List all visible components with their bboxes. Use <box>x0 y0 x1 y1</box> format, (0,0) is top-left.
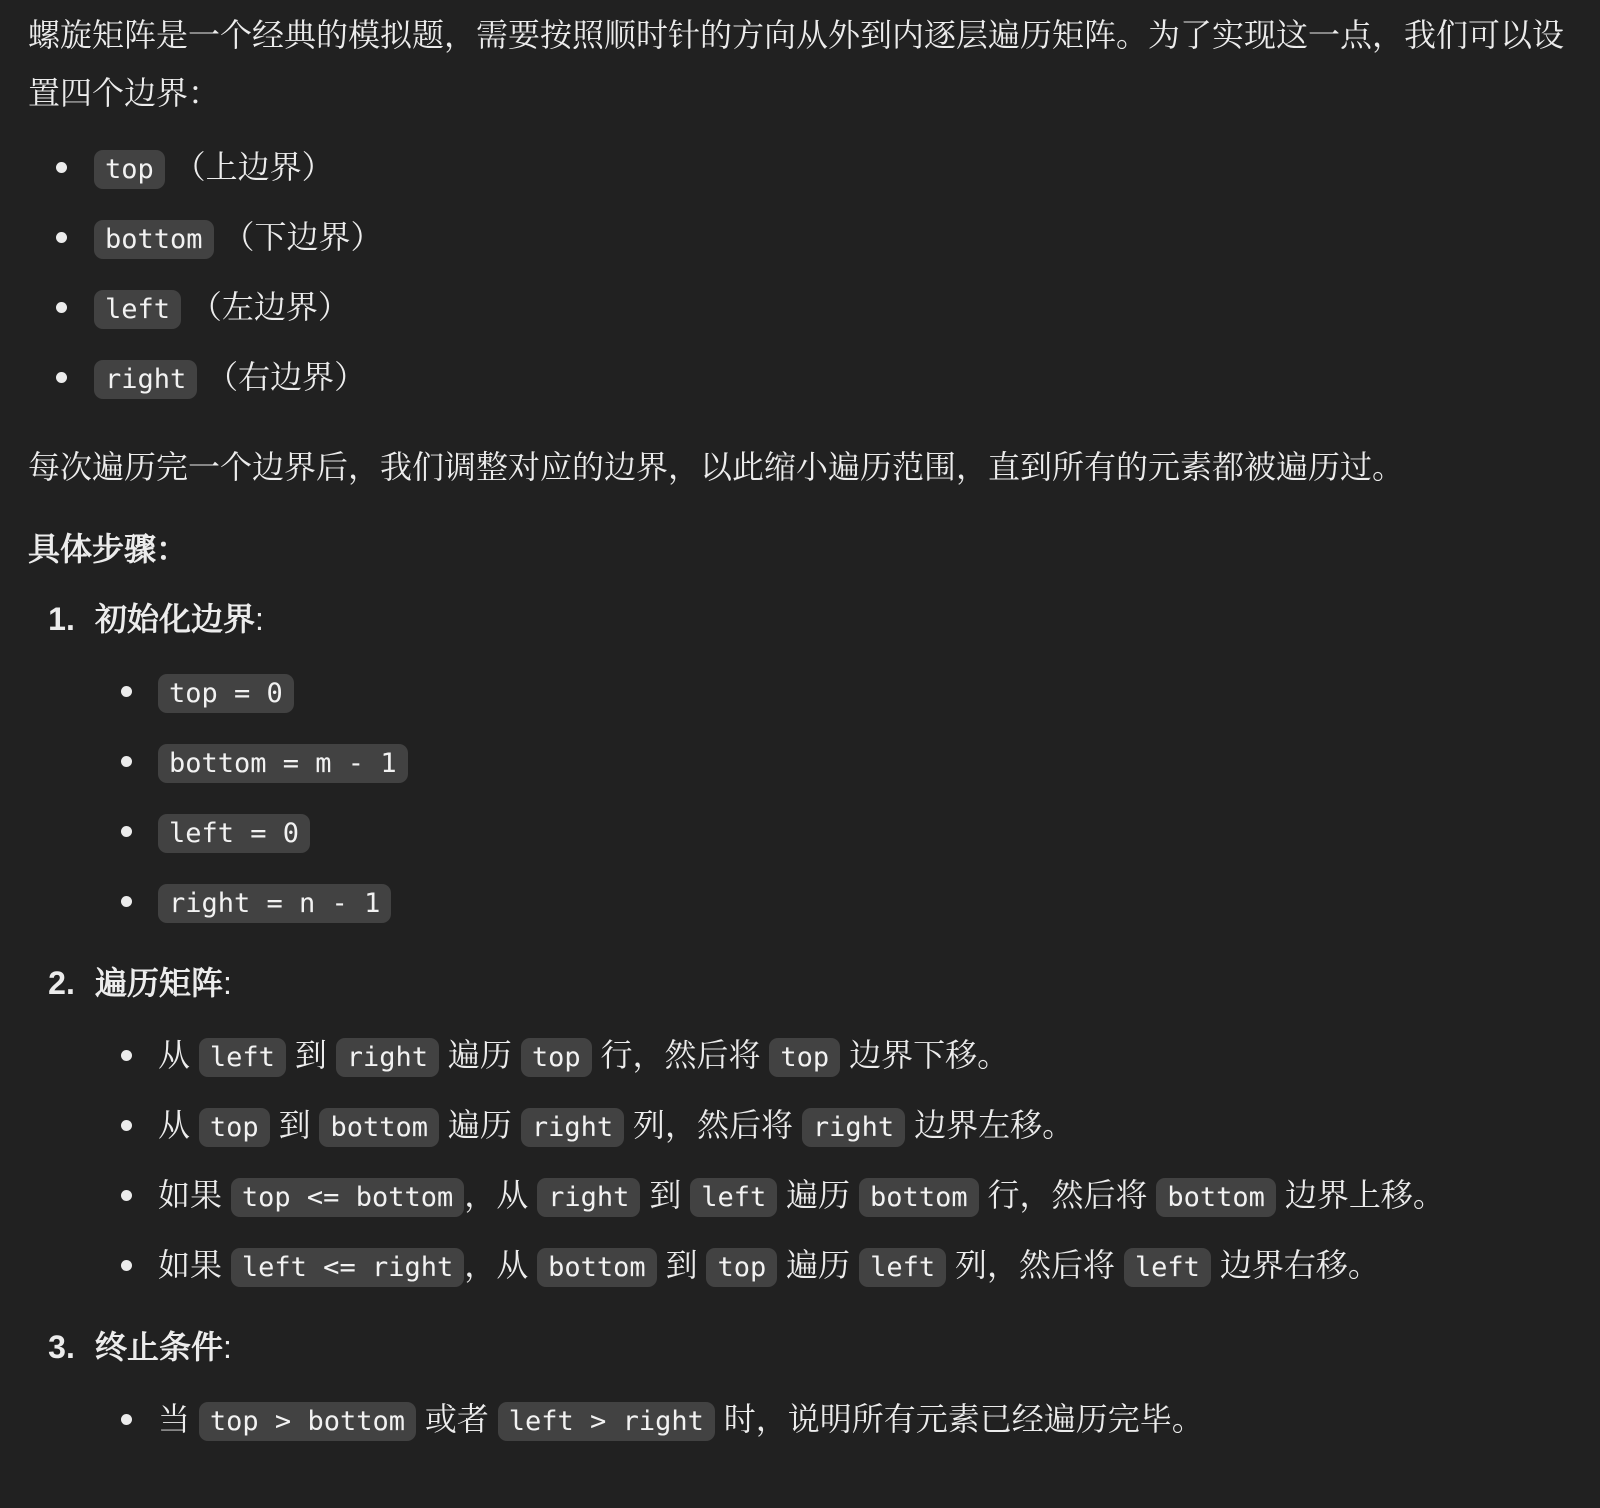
bullet-icon <box>28 278 94 336</box>
bullet-dot-icon <box>56 372 67 383</box>
bullet-icon <box>28 138 94 196</box>
step-title: 遍历矩阵 <box>95 965 224 1001</box>
bullet-dot-icon <box>121 756 132 767</box>
step-title-colon: : <box>223 1329 232 1365</box>
inline-code: right <box>521 1108 624 1147</box>
text-run: 到 <box>656 1247 707 1283</box>
list-item <box>95 802 1572 860</box>
step-title: 初始化边界 <box>95 601 256 637</box>
bullet-dot-icon <box>56 302 67 313</box>
text-run: 遍历 <box>777 1247 860 1283</box>
inline-code: top <box>521 1038 592 1077</box>
list-item <box>28 348 1572 406</box>
inline-code: bottom <box>1156 1178 1276 1217</box>
text-run: ，从 <box>464 1247 538 1283</box>
list-item <box>28 208 1572 266</box>
bullet-icon <box>95 1166 158 1224</box>
list-item <box>95 732 1572 790</box>
list-item-text <box>94 278 1572 336</box>
text-run: 当 <box>158 1401 199 1437</box>
list-item-text <box>158 1096 1572 1154</box>
text-run: 从 <box>158 1037 199 1073</box>
boundary-list <box>28 138 1572 406</box>
text-run: 或者 <box>415 1401 498 1437</box>
bullet-icon <box>95 662 158 720</box>
step-number: 1. <box>48 601 75 637</box>
step-title: 终止条件 <box>95 1329 224 1365</box>
inline-code: bottom = m - 1 <box>158 744 408 783</box>
steps-list <box>28 590 1572 1460</box>
list-item <box>28 278 1572 336</box>
inline-code: left <= right <box>231 1248 464 1287</box>
text-run: 到 <box>285 1037 336 1073</box>
bullet-dot-icon <box>121 1260 132 1271</box>
bullet-icon <box>28 348 94 406</box>
inline-code: bottom <box>319 1108 439 1147</box>
bullet-dot-icon <box>121 1120 132 1131</box>
text-run: （右边界） <box>197 359 367 395</box>
list-item-text <box>94 348 1572 406</box>
intro-paragraph: 螺旋矩阵是一个经典的模拟题，需要按照顺时针的方向从外到内逐层遍历矩阵。为了实现这一点，我们可以设置四个边界： <box>28 17 1565 111</box>
list-item <box>95 1096 1572 1154</box>
adjust-paragraph: 每次遍历完一个边界后，我们调整对应的边界，以此缩小遍历范围，直到所有的元素都被遍历过。 <box>28 449 1405 485</box>
inline-code: top <box>706 1248 777 1287</box>
list-item-text <box>158 1390 1572 1448</box>
step-sublist <box>95 662 1572 930</box>
inline-code: bottom <box>537 1248 657 1287</box>
bullet-dot-icon <box>56 162 67 173</box>
list-item <box>95 1026 1572 1084</box>
text-run: 从 <box>158 1107 199 1143</box>
text-run: ，从 <box>464 1177 538 1213</box>
text-run: （上边界） <box>164 149 334 185</box>
bullet-icon <box>95 1390 158 1448</box>
inline-code: left <box>94 290 181 329</box>
text-run: 如果 <box>158 1177 231 1213</box>
list-item <box>95 1390 1572 1448</box>
inline-code: right <box>802 1108 905 1147</box>
step-sublist <box>95 1390 1572 1448</box>
list-item <box>95 662 1572 720</box>
text-run: 如果 <box>158 1247 231 1283</box>
bullet-icon <box>95 1236 158 1294</box>
step-title-row <box>95 954 1572 1012</box>
text-run: 行，然后将 <box>591 1037 770 1073</box>
bullet-dot-icon <box>56 232 67 243</box>
list-item-text <box>158 1026 1572 1084</box>
step-title-colon: : <box>223 965 232 1001</box>
inline-code: left <box>690 1178 777 1217</box>
inline-code: top = 0 <box>158 674 294 713</box>
list-item <box>95 872 1572 930</box>
steps-heading: 具体步骤： <box>28 531 189 567</box>
step-item-3 <box>28 1318 1572 1460</box>
inline-code: right = n - 1 <box>158 884 391 923</box>
inline-code: left > right <box>498 1402 715 1441</box>
bullet-dot-icon <box>121 686 132 697</box>
step-item-2 <box>28 954 1572 1306</box>
text-run: 列，然后将 <box>624 1107 802 1143</box>
step-number: 3. <box>48 1329 75 1365</box>
list-item-text <box>94 138 1572 196</box>
step-body <box>95 590 1572 942</box>
text-run: 边界下移。 <box>840 1037 1010 1073</box>
list-item-text <box>158 872 1572 930</box>
list-item-text <box>158 732 1572 790</box>
text-run: 边界左移。 <box>905 1107 1075 1143</box>
inline-code: bottom <box>94 220 214 259</box>
inline-code: right <box>537 1178 640 1217</box>
step-sublist <box>95 1026 1572 1294</box>
inline-code: left <box>859 1248 946 1287</box>
bullet-dot-icon <box>121 826 132 837</box>
inline-code: top <box>769 1038 840 1077</box>
bullet-icon <box>95 802 158 860</box>
text-run: 遍历 <box>777 1177 860 1213</box>
text-run: 到 <box>269 1107 320 1143</box>
text-run: 到 <box>640 1177 691 1213</box>
inline-code: top <= bottom <box>231 1178 464 1217</box>
bullet-icon <box>28 208 94 266</box>
step-number: 2. <box>48 965 75 1001</box>
text-run: 遍历 <box>439 1037 521 1073</box>
inline-code: top <box>199 1108 270 1147</box>
list-item <box>95 1166 1572 1224</box>
step-title-row <box>95 1318 1572 1376</box>
list-item-text <box>158 662 1572 720</box>
text-run: 边界右移。 <box>1210 1247 1380 1283</box>
text-run: （左边界） <box>181 289 350 325</box>
text-run: 边界上移。 <box>1275 1177 1445 1213</box>
step-body <box>95 954 1572 1306</box>
list-item <box>95 1236 1572 1294</box>
bullet-dot-icon <box>121 1050 132 1061</box>
step-item-1 <box>28 590 1572 942</box>
text-run: （下边界） <box>213 219 383 255</box>
text-run: 时，说明所有元素已经遍历完毕。 <box>714 1401 1204 1437</box>
list-item-text <box>158 1166 1572 1224</box>
text-run: 列，然后将 <box>946 1247 1124 1283</box>
inline-code: left <box>199 1038 286 1077</box>
bullet-icon <box>95 1096 158 1154</box>
inline-code: left <box>1124 1248 1211 1287</box>
list-item-text <box>158 1236 1572 1294</box>
inline-code: right <box>336 1038 439 1077</box>
inline-code: right <box>94 360 197 399</box>
bullet-dot-icon <box>121 1190 132 1201</box>
step-body <box>95 1318 1572 1460</box>
step-title-colon: : <box>255 601 264 637</box>
bullet-icon <box>95 732 158 790</box>
inline-code: bottom <box>859 1178 979 1217</box>
inline-code: top > bottom <box>199 1402 416 1441</box>
list-item <box>28 138 1572 196</box>
text-run: 行，然后将 <box>978 1177 1157 1213</box>
bullet-icon <box>95 1026 158 1084</box>
bullet-icon <box>95 872 158 930</box>
list-item-text <box>94 208 1572 266</box>
bullet-dot-icon <box>121 896 132 907</box>
inline-code: top <box>94 150 165 189</box>
text-run: 遍历 <box>439 1107 521 1143</box>
step-title-row <box>95 590 1572 648</box>
list-item-text <box>158 802 1572 860</box>
inline-code: left = 0 <box>158 814 310 853</box>
bullet-dot-icon <box>121 1414 132 1425</box>
